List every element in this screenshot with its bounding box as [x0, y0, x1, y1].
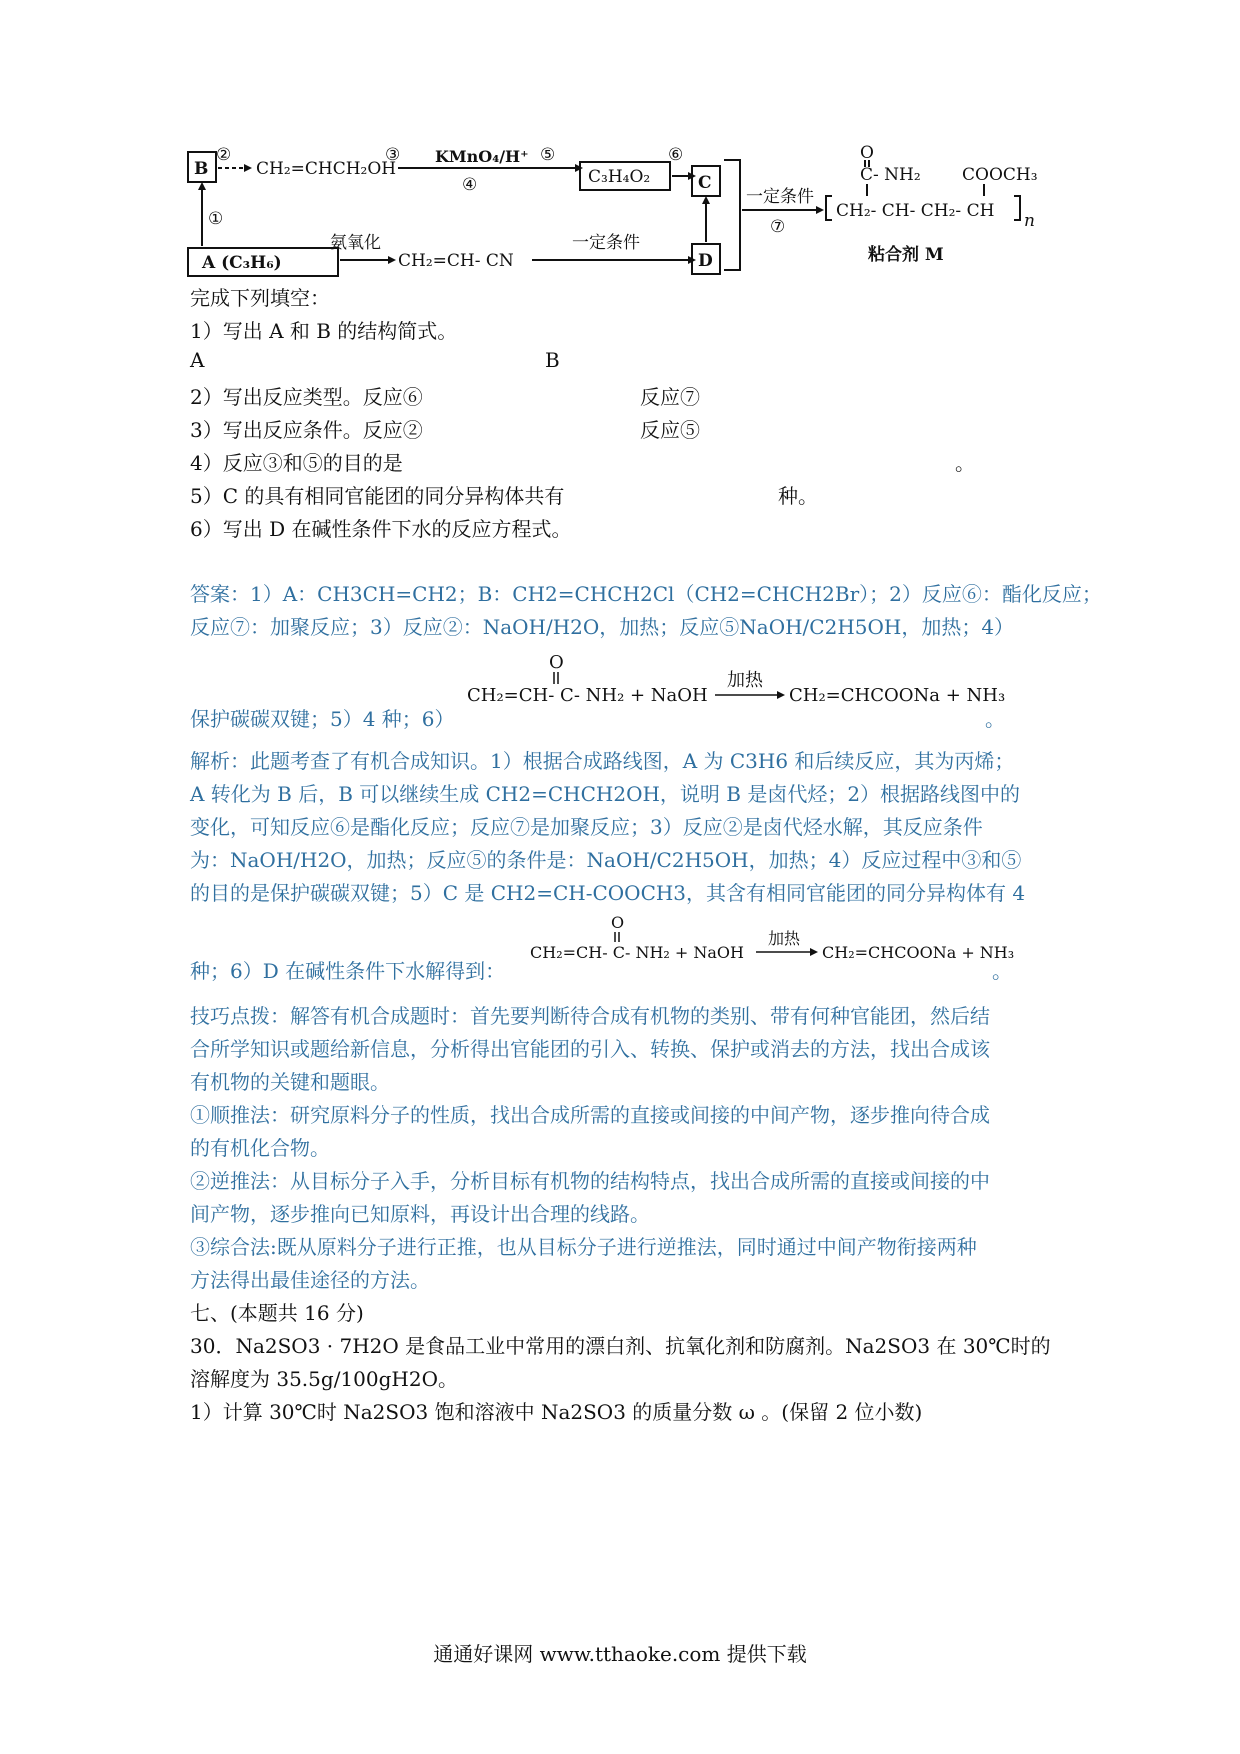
step-3-label: ③: [385, 145, 401, 165]
question-30-sub-1: 1）计算 30℃时 Na2SO3 饱和溶液中 Na2SO3 的质量分数 ω 。(保留 2 位小数): [190, 1400, 923, 1424]
analysis-line-6: 种；6）D 在碱性条件下水解得到：: [190, 959, 506, 983]
analysis-equation-left: CH₂=CH- C- NH₂ + NaOH: [530, 943, 744, 962]
tips-line-1: 技巧点拨：解答有机合成题时：首先要判断待合成有机物的类别、带有何种官能团，然后结: [190, 1004, 990, 1028]
page-footer: 通通好课网 www.tthaoke.com 提供下载: [433, 1642, 807, 1666]
analysis-line-2: A 转化为 B 后，B 可以继续生成 CH2=CHCH2OH，说明 B 是卤代烃；2）根据路线图中的: [190, 782, 1021, 806]
question-1: 1）写出 A 和 B 的结构简式。: [190, 319, 458, 343]
question-6: 6）写出 D 在碱性条件下水的反应方程式。: [190, 517, 572, 541]
answer-equation-left: CH₂=CH- C- NH₂ + NaOH: [467, 685, 708, 706]
polymer-carbonyl-o: O: [860, 143, 874, 163]
analysis-equation-o: O: [611, 913, 625, 932]
analysis-line-1: 解析：此题考查了有机合成知识。1）根据合成路线图，A 为 C3H6 和后续反应，其为丙烯；: [190, 749, 1015, 773]
analysis-line-6-end: 。: [992, 959, 1012, 983]
analysis-equation-right: CH₂=CHCOONa + NH₃: [822, 943, 1015, 962]
acrylonitrile: CH₂=CH- CN: [398, 251, 514, 271]
answer-line-3-end: 。: [985, 707, 1005, 731]
step-5-label: ⑤: [540, 145, 556, 165]
answer-line-3: 保护碳碳双键；5）4 种；6）: [190, 707, 455, 731]
polymer-ester: COOCH₃: [962, 165, 1038, 185]
polymer-name: 粘合剂 M: [868, 245, 944, 265]
tips-line-8: ③综合法:既从原料分子进行正推，也从目标分子进行逆推法，同时通过中间产物衔接两种: [190, 1235, 977, 1259]
question-30-line-1: 30．Na2SO3 · 7H2O 是食品工业中常用的漂白剂、抗氧化剂和防腐剂。Na2SO3 在 30℃时的: [190, 1334, 1051, 1358]
analysis-line-5: 的目的是保护碳碳双键；5）C 是 CH2=CH-COOCH3，其含有相同官能团的同分异构体有 4: [190, 881, 1026, 905]
question-30-line-2: 溶解度为 35.5g/100gH2O。: [190, 1367, 458, 1391]
synthesis-scheme: [180, 140, 1060, 280]
analysis-line-3: 变化，可知反应⑥是酯化反应；反应⑦是加聚反应；3）反应②是卤代烃水解，其反应条件: [190, 815, 983, 839]
box-c-label: C: [698, 173, 712, 193]
analysis-equation-condition: 加热: [768, 929, 801, 948]
tips-line-2: 合所学知识或题给新信息，分析得出官能团的引入、转换、保护或消去的方法，找出合成该: [190, 1037, 990, 1061]
box-c3h4o2-label: C₃H₄O₂: [588, 167, 651, 187]
allyl-alcohol: CH₂=CHCH₂OH: [256, 159, 397, 179]
question-1-b: B: [545, 348, 560, 372]
answer-line-1: 答案：1）A：CH3CH=CH2；B：CH2=CHCH2Cl（CH2=CHCH2Br）；2）反应⑥：酯化反应；: [190, 582, 1102, 606]
kmno4-reagent: KMnO₄/H⁺: [435, 147, 529, 166]
question-4: 4）反应③和⑤的目的是: [190, 451, 403, 475]
question-3-b: 反应⑤: [640, 418, 700, 442]
questions-intro: 完成下列填空：: [190, 286, 330, 310]
polymer-amide: C- NH₂: [860, 165, 921, 185]
question-1-a: A: [190, 348, 205, 372]
analysis-equation: [528, 912, 1015, 972]
polymer-chain: CH₂- CH- CH₂- CH: [836, 201, 995, 221]
step-6-label: ⑥: [668, 145, 684, 165]
question-4-end: 。: [955, 451, 975, 475]
analysis-line-4: 为：NaOH/H2O，加热；反应⑤的条件是：NaOH/C2H5OH，加热；4）反应过程中③和⑤: [190, 848, 1022, 872]
question-5: 5）C 的具有相同官能团的同分异构体共有: [190, 484, 565, 508]
tips-line-6: ②逆推法：从目标分子入手，分析目标有机物的结构特点，找出合成所需的直接或间接的中: [190, 1169, 990, 1193]
answer-equation-condition: 加热: [727, 670, 763, 691]
answer-equation: [465, 648, 1006, 718]
answer-line-2: 反应⑦：加聚反应；3）反应②：NaOH/H2O，加热；反应⑤NaOH/C2H5OH，加热；4）: [190, 615, 1015, 639]
tips-line-5: 的有机化合物。: [190, 1136, 330, 1160]
polymer-n: n: [1024, 211, 1035, 231]
answer-equation-o: O: [549, 652, 564, 673]
condition-label-2: 一定条件: [746, 187, 814, 207]
condition-label-1: 一定条件: [572, 233, 640, 253]
question-2: 2）写出反应类型。反应⑥: [190, 385, 423, 409]
answer-equation-right: CH₂=CHCOONa + NH₃: [789, 685, 1006, 706]
question-3: 3）写出反应条件。反应②: [190, 418, 423, 442]
box-a-label: A (C₃H₆): [202, 253, 282, 273]
step-7-label: ⑦: [770, 217, 786, 237]
question-2-b: 反应⑦: [640, 385, 700, 409]
step-4-label: ④: [462, 175, 478, 195]
question-5-end: 种。: [778, 484, 818, 508]
tips-line-4: ①顺推法：研究原料分子的性质，找出合成所需的直接或间接的中间产物，逐步推向待合成: [190, 1103, 990, 1127]
tips-line-7: 间产物，逐步推向已知原料，再设计出合理的线路。: [190, 1202, 650, 1226]
section-7-heading: 七、(本题共 16 分): [190, 1301, 364, 1325]
box-b-label: B: [194, 159, 209, 179]
ammoxidation-label: 氨氧化: [330, 233, 381, 253]
step-2-label: ②: [216, 145, 232, 165]
tips-line-3: 有机物的关键和题眼。: [190, 1070, 390, 1094]
tips-line-9: 方法得出最佳途径的方法。: [190, 1268, 430, 1292]
step-1-label: ①: [208, 209, 224, 229]
box-d-label: D: [698, 251, 713, 271]
